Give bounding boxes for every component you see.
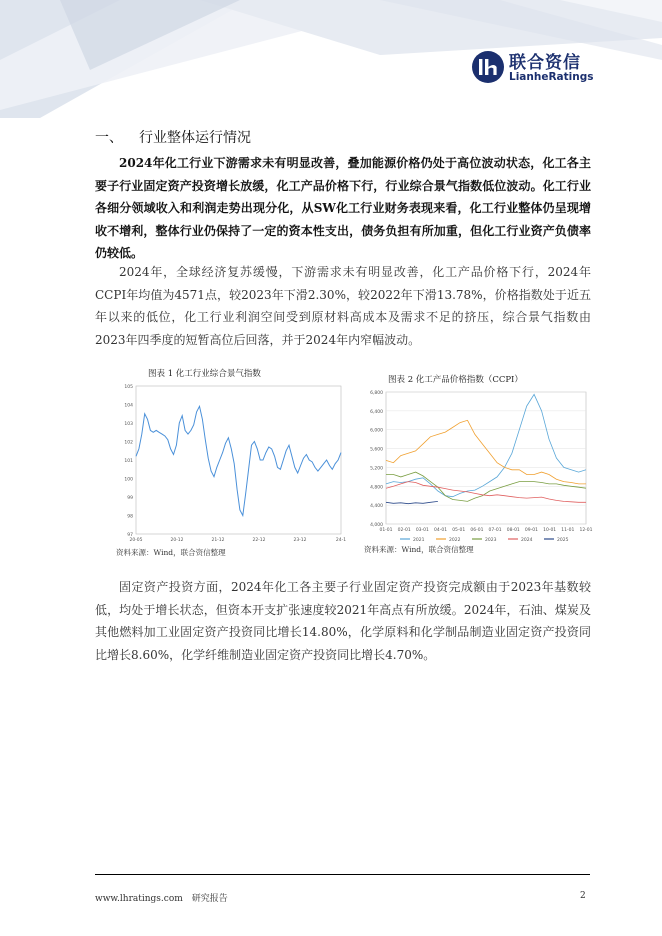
y-tick-label: 105 [124,385,133,390]
figure-1-source: 资料来源：Wind，联合资信整理 [116,548,226,557]
x-tick-label: 07-01 [488,528,502,533]
x-tick-label: 20-12 [170,538,184,543]
x-tick-label: 03-01 [415,528,429,533]
y-tick-label: 100 [124,477,133,483]
series-line-综合景气指数 [136,406,341,515]
legend-label-2023: 2023 [485,538,497,543]
footer-divider [95,874,590,875]
x-tick-label: 05-01 [452,528,466,533]
investment-paragraph: 固定资产投资方面，2024年化工各主要子行业固定资产投资完成额由于2023年基数较低，均处于增长状态，但资本开支扩张速度较2021年高点有所放缓。2024年，石油、煤炭及其他燃料加工业固定资产投资同比增长14.80%，化学原料和化学制品制造业固定资产投资同比增长8.60%，化学纤维制造业固定资产投资同比增长4.70%。 [95,580,591,662]
y-tick-label: 6,000 [370,428,383,434]
y-tick-label: 102 [124,440,133,446]
y-tick-label: 97 [127,533,133,538]
x-tick-label: 11-01 [561,528,575,533]
y-tick-label: 104 [124,403,133,409]
y-tick-label: 4,800 [370,485,383,491]
y-tick-label: 99 [127,496,133,501]
series-line-2023 [386,472,586,501]
series-line-2024 [386,482,586,503]
summary-paragraph: 2024年化工行业下游需求未有明显改善，叠加能源价格仍处于高位波动状态，化工各主要子行业固定资产投资增长放缓，化工产品价格下行，行业综合景气指数低位波动。化工行业各细分领域收入和利润走势出现分化，从SW化工行业财务表现来看，化工行业整体仍呈现增收不增利，整体行业仍保持了一定的资本性支出，债务负担有所加重，但化工行业资产负债率仍较低。 [95,156,591,261]
x-tick-label: 22-12 [252,538,266,543]
x-tick-label: 20-05 [129,538,143,543]
series-line-2021 [386,394,586,496]
legend-label-2024: 2024 [521,538,533,543]
y-tick-label: 4,000 [370,523,383,528]
figure-1 [108,364,348,564]
x-tick-label: 23-12 [293,538,307,543]
x-tick-label: 21-12 [211,538,225,543]
series-line-2025 [386,501,438,503]
figure-2 [358,370,594,560]
y-tick-label: 98 [127,514,133,520]
footer-website[interactable]: www.lhratings.com [95,894,183,904]
y-tick-label: 101 [124,459,133,464]
x-tick-label: 12-01 [579,528,593,533]
y-tick-label: 6,800 [370,391,383,396]
ccpi-chart [358,388,594,546]
legend-label-2025: 2025 [557,538,569,543]
ccpi-paragraph: 2024年，全球经济复苏缓慢，下游需求未有明显改善，化工产品价格下行，2024年CCPI年均值为4571点，较2023年下滑2.30%，较2022年下滑13.78%，价格指数处于近五年以来的低位，化工行业利润空间受到原材料高成本及需求不足的挤压，综合景气指数由2023年四季度的短暂高位后回落，并于2024年内窄幅波动。 [95,265,591,347]
section-title: 行业整体运行情况 [139,130,251,146]
footer-doc-type: 研究报告 [191,894,228,904]
plot-area [136,386,341,534]
y-tick-label: 4,400 [370,504,383,510]
legend-label-2022: 2022 [449,538,461,543]
section-number: 一、 [95,130,123,146]
y-tick-label: 5,200 [370,466,383,472]
brand-name-cn: 联合资信 [509,53,581,73]
x-tick-label: 02-01 [397,528,411,533]
figure-2-source: 资料来源：Wind，联合资信整理 [364,545,474,554]
x-tick-label: 04-01 [434,528,448,533]
figure-1-title: 图表 1 化工行业综合景气指数 [148,369,261,379]
page-number: 2 [580,891,586,901]
y-tick-label: 5,600 [370,447,383,453]
company-logo [471,48,621,92]
footer-left [95,891,237,904]
section-heading [95,127,251,147]
x-tick-label: 10-01 [543,528,557,533]
x-tick-label: 06-01 [470,528,484,533]
x-tick-label: 09-01 [524,528,538,533]
y-tick-label: 103 [124,422,133,427]
x-tick-label: 01-01 [379,528,393,533]
prosperity-index-chart [108,382,348,547]
legend-label-2021: 2021 [413,538,425,543]
brand-name-en: LianheRatings [509,71,594,83]
x-tick-label: 08-01 [506,528,520,533]
lianhe-logo-icon [471,50,505,84]
x-tick-label: 24-1 [335,538,347,543]
figure-2-title: 图表 2 化工产品价格指数（CCPI） [388,375,523,385]
y-tick-label: 6,400 [370,409,383,415]
